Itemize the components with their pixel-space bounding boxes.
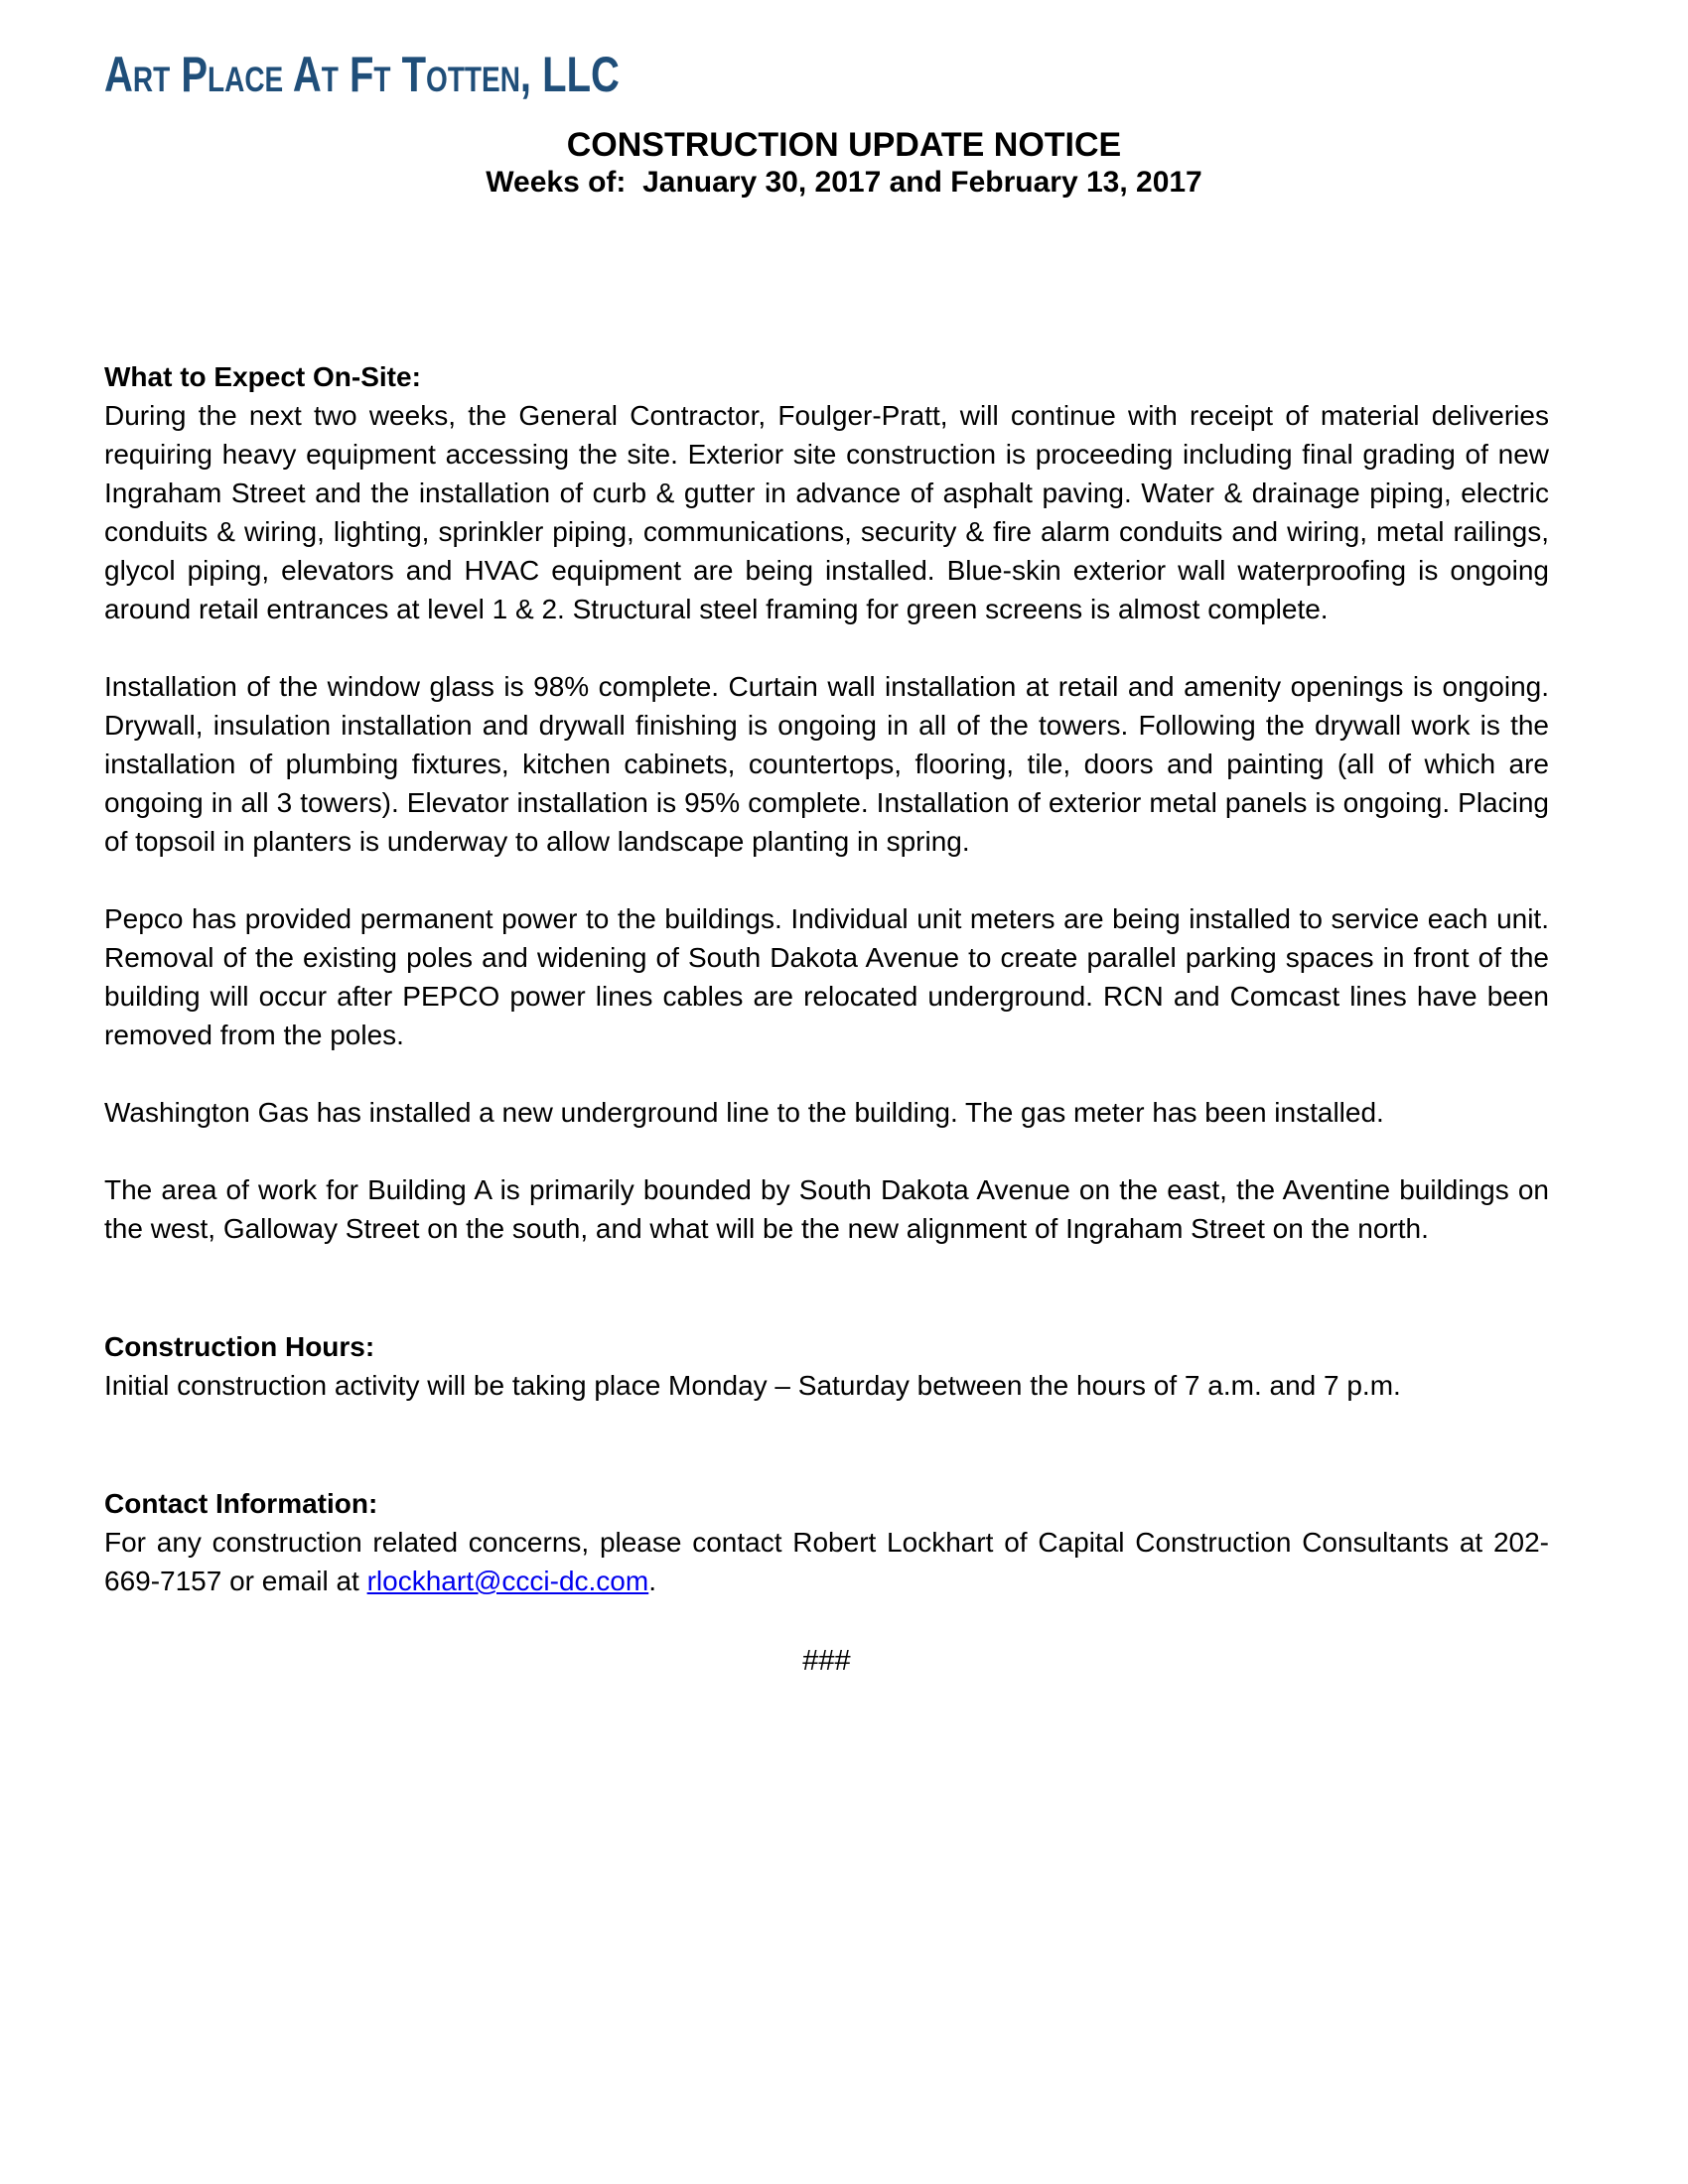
- contact-paragraph: [104, 1523, 1549, 1600]
- paragraph: Installation of the window glass is 98% complete. Curtain wall installation at retail and amenity openings is ongoing. Drywall, insulation installation and drywall finishing is ongoing in all of the towers. Following the drywall work is the installation of plumbing fixtures, kitchen cabinets, countertops, flooring, tile, doors and painting (all of which are ongoing in all 3 towers). Elevator installation is 95% complete. Installation of exterior metal panels is ongoing. Placing of topsoil in planters is underway to allow landscape planting in spring.: [104, 671, 1549, 857]
- paragraph: Washington Gas has installed a new underground line to the building. The gas meter has been installed.: [104, 1097, 1384, 1128]
- construction-hours-heading: Construction Hours:: [104, 1331, 375, 1362]
- title-block: [0, 125, 1688, 201]
- contact-information-heading: Contact Information:: [104, 1488, 378, 1519]
- company-logo: Art Place At Ft Totten, LLC: [104, 47, 620, 102]
- what-to-expect-paragraphs: [104, 396, 1549, 1248]
- contact-text-after-link: .: [648, 1566, 656, 1596]
- email-link[interactable]: rlockhart@ccci-dc.com: [366, 1566, 649, 1596]
- what-to-expect-heading: What to Expect On-Site:: [104, 361, 421, 392]
- section-construction-hours: [104, 1327, 1549, 1405]
- section-what-to-expect: [104, 357, 1549, 1248]
- document-subtitle: Weeks of: January 30, 2017 and February 13, 2017: [486, 166, 1202, 199]
- contact-text-before-link: For any construction related concerns, please contact Robert Lockhart of Capital Construction Consultants at 202-669-7157 or email at: [104, 1527, 1549, 1596]
- document-body: [104, 357, 1549, 1681]
- section-contact-information: [104, 1484, 1549, 1600]
- end-of-notice-mark: ###: [802, 1645, 851, 1677]
- paragraph: During the next two weeks, the General Contractor, Foulger-Pratt, will continue with receipt of material deliveries requiring heavy equipment accessing the site. Exterior site construction is proceeding including final grading of new Ingraham Street and the installation of curb & gutter in advance of asphalt paving. Water & drainage piping, electric conduits & wiring, lighting, sprinkler piping, communications, security & fire alarm conduits and wiring, metal railings, glycol piping, elevators and HVAC equipment are being installed. Blue-skin exterior wall waterproofing is ongoing around retail entrances at level 1 & 2. Structural steel framing for green screens is almost complete.: [104, 400, 1549, 624]
- paragraph: Pepco has provided permanent power to the buildings. Individual unit meters are being installed to service each unit. Removal of the existing poles and widening of South Dakota Avenue to create parallel parking spaces in front of the building will occur after PEPCO power lines cables are relocated underground. RCN and Comcast lines have been removed from the poles.: [104, 903, 1549, 1050]
- construction-hours-paragraph: Initial construction activity will be taking place Monday – Saturday between the hours of 7 a.m. and 7 p.m.: [104, 1370, 1401, 1401]
- paragraph: The area of work for Building A is primarily bounded by South Dakota Avenue on the east, the Aventine buildings on the west, Galloway Street on the south, and what will be the new alignment of Ingraham Street on the north.: [104, 1174, 1549, 1244]
- document-title: CONSTRUCTION UPDATE NOTICE: [566, 126, 1122, 164]
